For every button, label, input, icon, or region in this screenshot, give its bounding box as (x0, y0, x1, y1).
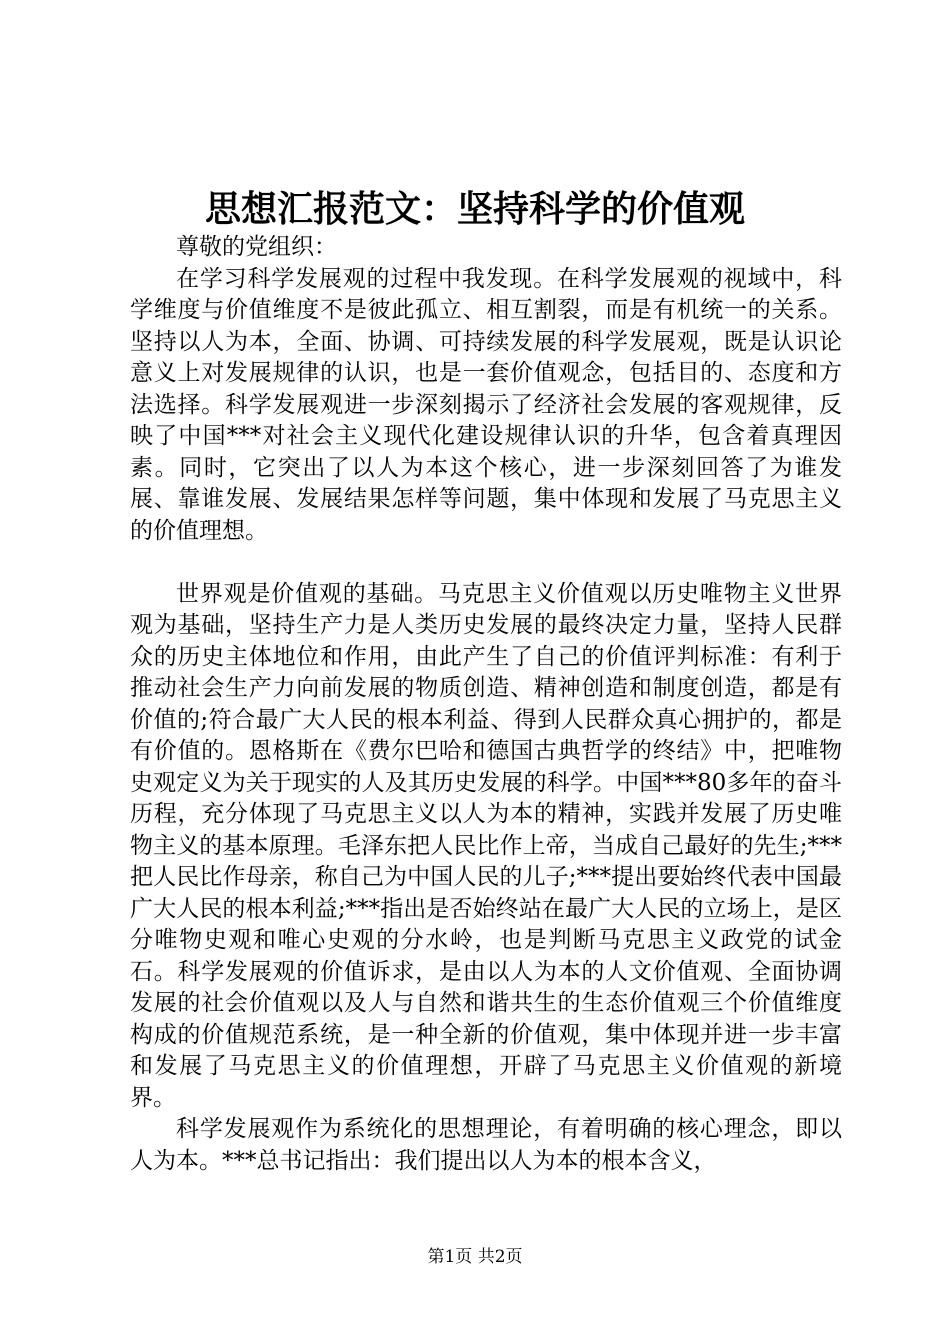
page-footer: 第1页 共2页 (427, 1247, 523, 1267)
paragraph-2: 世界观是价值观的基础。马克思主义价值观以历史唯物主义世界观为基础，坚持生产力是人类历史发展的最终决定力量，坚持人民群众的历史主体地位和作用，由此产生了自己的价值评判标准：有利于推动社会生产力向前发展的物质创造、精神创造和制度创造，都是有价值的;符合最广大人民的根本利益、得到人民群众真心拥护的，都是有价值的。恩格斯在《费尔巴哈和德国古典哲学的终结》中，把唯物史观定义为关于现实的人及其历史发展的科学。中国***80多年的奋斗历程，充分体现了马克思主义以人为本的精神，实践并发展了历史唯物主义的基本原理。毛泽东把人民比作上帝，当成自己最好的先生;***把人民比作母亲，称自己为中国人民的儿子;***提出要始终代表中国最广大人民的根本利益;***指出是否始终站在最广大人民的立场上，是区分唯物史观和唯心史观的分水岭，也是判断马克思主义政党的试金石。科学发展观的价值诉求，是由以人为本的人文价值观、全面协调发展的社会价值观以及人与自然和谐共生的生态价值观三个价值维度构成的价值规范系统，是一种全新的价值观，集中体现并进一步丰富和发展了马克思主义的价值理想，开辟了马克思主义价值观的新境界。 (130, 580, 842, 1111)
document-title: 思想汇报范文：坚持科学的价值观 (204, 189, 745, 230)
paragraph-1: 在学习科学发展观的过程中我发现。在科学发展观的视域中，科学维度与价值维度不是彼此孤立、相互割裂，而是有机统一的关系。坚持以人为本，全面、协调、可持续发展的科学发展观，既是认识论意义上对发展规律的认识，也是一套价值观念，包括目的、态度和方法选择。科学发展观进一步深刻揭示了经济社会发展的客观规律，反映了中国***对社会主义现代化建设规律认识的升华，包含着真理因素。同时，它突出了以人为本这个核心，进一步深刻回答了为谁发展、靠谁发展、发展结果怎样等问题，集中体现和发展了马克思主义的价值理想。 (130, 265, 842, 544)
salutation: 尊敬的党组织： (176, 234, 337, 260)
paragraph-3: 科学发展观作为系统化的思想理论，有着明确的核心理念，即以人为本。***总书记指出：我们提出以人为本的根本含义， (130, 1116, 842, 1174)
document-body (130, 232, 842, 1177)
